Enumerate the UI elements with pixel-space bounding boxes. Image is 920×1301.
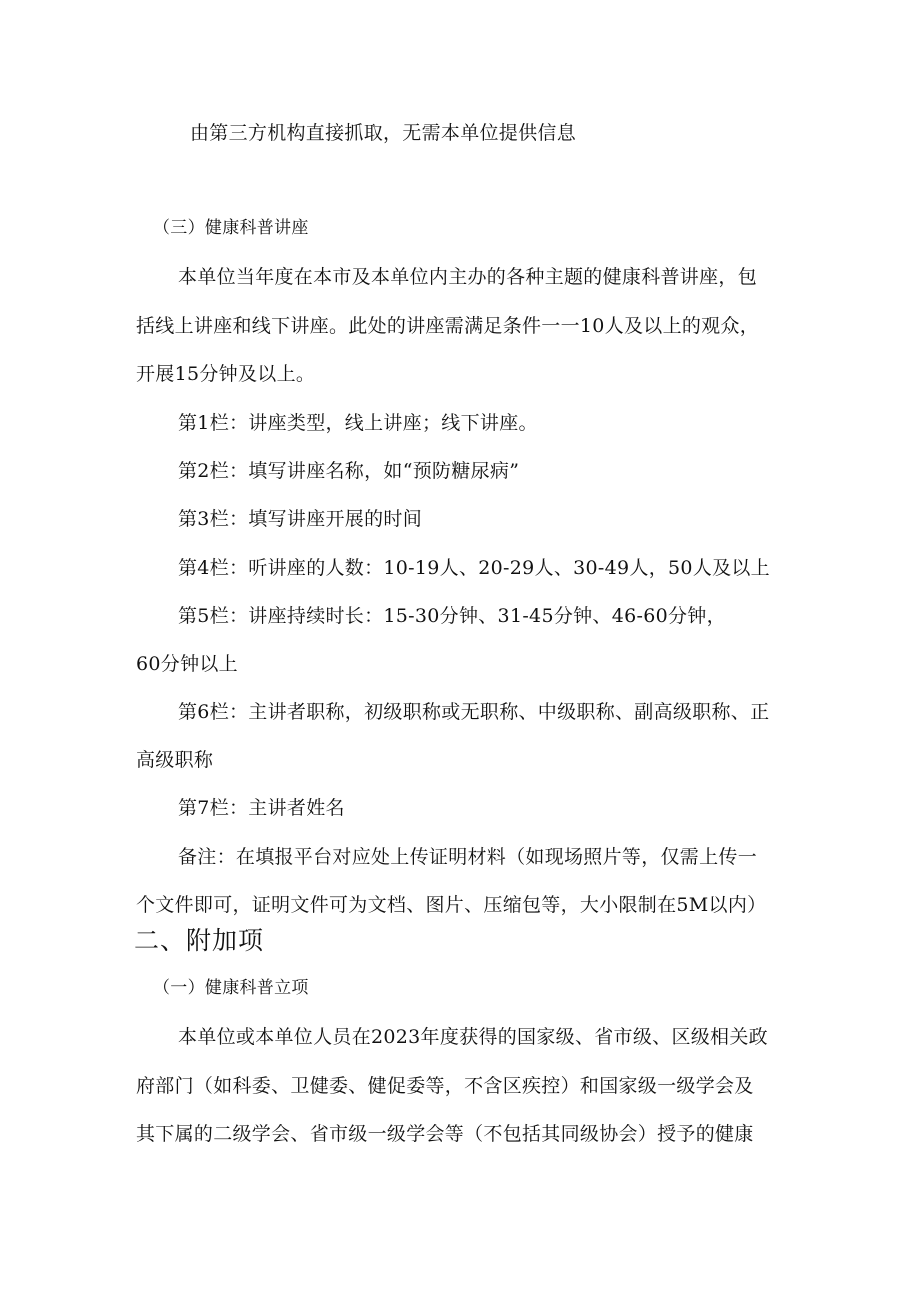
column-7-description: 第7栏：主讲者姓名 [178,797,345,819]
column-2-description: 第2栏：填写讲座名称，如“预防糖尿病” [178,460,520,482]
column-4-description: 第4栏：听讲座的人数：10-19人、20-29人、30-49人，50人及以上 [178,557,770,579]
remark-line-1: 备注：在填报平台对应处上传证明材料（如现场照片等，仅需上传一 [178,846,758,868]
part-2-heading: 二、附加项 [134,926,265,955]
section-3-intro-line-2: 括线上讲座和线下讲座。此处的讲座需满足条件一一10人及以上的观众， [136,315,760,337]
section-3-intro-line-3: 开展15分钟及以上。 [136,363,316,385]
column-3-description: 第3栏：填写讲座开展的时间 [178,508,422,530]
remark-line-2: 个文件即可，证明文件可为文档、图片、压缩包等，大小限制在5M以内） [136,894,767,916]
column-1-description: 第1栏：讲座类型，线上讲座；线下讲座。 [178,412,538,434]
section-3-title: （三）健康科普讲座 [153,218,309,238]
subsection-1-title: （一）健康科普立项 [153,978,309,998]
subsection-1-line-2: 府部门（如科委、卫健委、健促委等，不含区疾控）和国家级一级学会及 [136,1075,754,1097]
column-5-description: 第5栏：讲座持续时长：15-30分钟、31-45分钟、46-60分钟， [178,605,726,627]
section-3-intro-line-1: 本单位当年度在本市及本单位内主办的各种主题的健康科普讲座，包 [178,266,758,288]
subsection-1-line-1: 本单位或本单位人员在2023年度获得的国家级、省市级、区级相关政 [178,1026,768,1048]
subsection-1-line-3: 其下属的二级学会、省市级一级学会等（不包括其同级协会）授予的健康 [136,1123,754,1145]
column-5-description-continued: 60分钟以上 [136,653,238,675]
column-6-description: 第6栏：主讲者职称，初级职称或无职称、中级职称、副高级职称、正 [178,701,770,723]
column-6-description-continued: 高级职称 [136,749,214,771]
top-note: 由第三方机构直接抓取，无需本单位提供信息 [190,122,577,144]
